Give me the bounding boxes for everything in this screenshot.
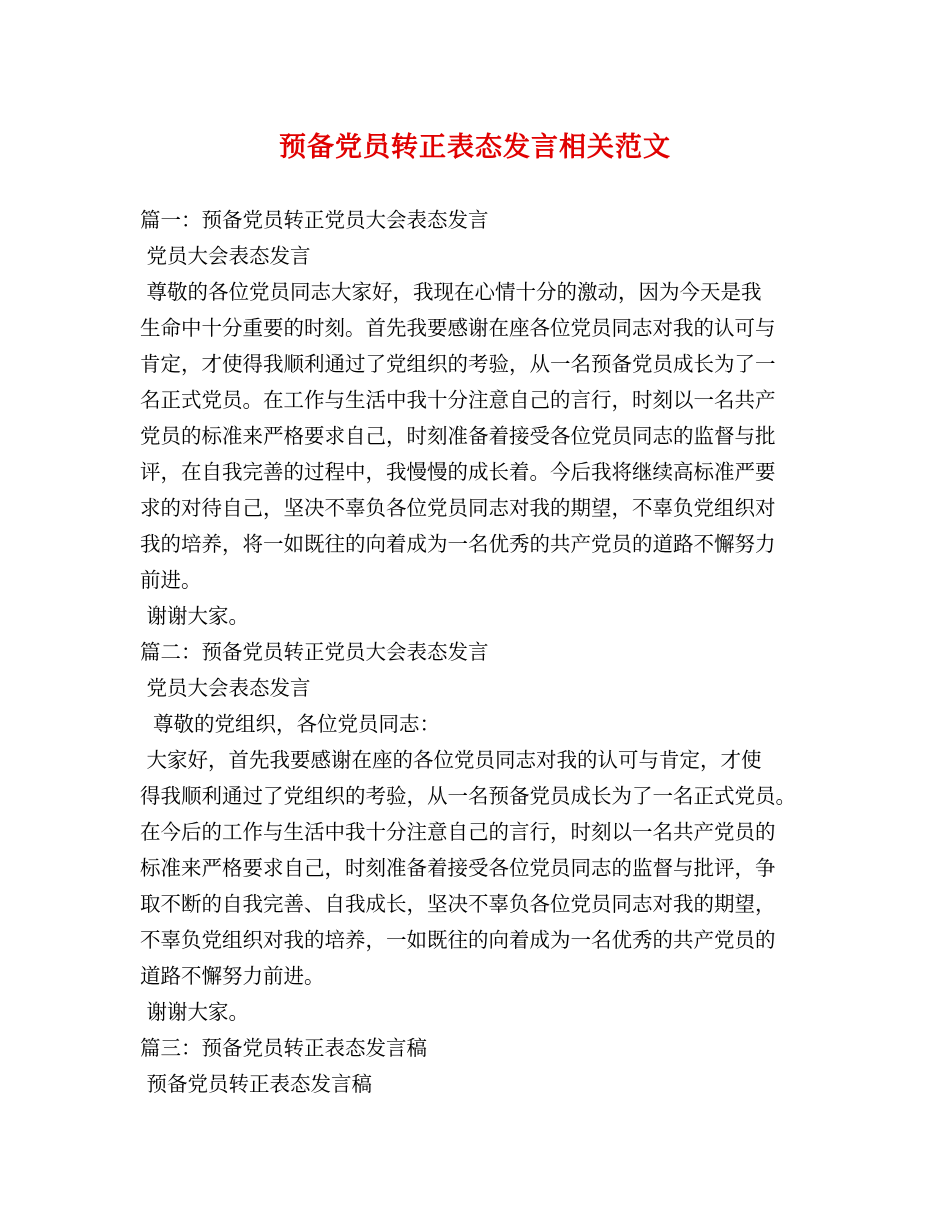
text-line: 预备党员转正表态发言稿 xyxy=(140,1072,373,1096)
text-line: 道路不懈努力前进。 xyxy=(140,964,325,988)
text-line: 评，在自我完善的过程中，我慢慢的成长着。今后我将继续高标准严要 xyxy=(140,460,776,484)
text-line: 标准来严格要求自己，时刻准备着接受各位党员同志的监督与批评，争 xyxy=(140,856,776,880)
text-line: 肯定，才使得我顺利通过了党组织的考验，从一名预备党员成长为了一 xyxy=(140,352,776,376)
text-line: 得我顺利通过了党组织的考验，从一名预备党员成长为了一名正式党员。 xyxy=(140,784,796,808)
text-line: 求的对待自己，坚决不辜负各位党员同志对我的期望，不辜负党组织对 xyxy=(140,496,776,520)
text-line: 取不断的自我完善、自我成长，坚决不辜负各位党员同志对我的期望， xyxy=(140,892,776,916)
text-line: 谢谢大家。 xyxy=(140,1000,250,1024)
document-title: 预备党员转正表态发言相关范文 xyxy=(279,132,671,163)
document-body xyxy=(140,202,830,1102)
text-line: 在今后的工作与生活中我十分注意自己的言行，时刻以一名共产党员的 xyxy=(140,820,776,844)
text-line: 生命中十分重要的时刻。首先我要感谢在座各位党员同志对我的认可与 xyxy=(140,316,776,340)
text-line: 名正式党员。在工作与生活中我十分注意自己的言行，时刻以一名共产 xyxy=(140,388,776,412)
text-line: 党员大会表态发言 xyxy=(140,244,311,268)
text-line: 不辜负党组织对我的培养，一如既往的向着成为一名优秀的共产党员的 xyxy=(140,928,776,952)
text-line: 我的培养，将一如既往的向着成为一名优秀的共产党员的道路不懈努力 xyxy=(140,532,776,556)
text-line: 篇二：预备党员转正党员大会表态发言 xyxy=(140,640,489,664)
text-line: 党员大会表态发言 xyxy=(140,676,311,700)
text-line: 尊敬的各位党员同志大家好，我现在心情十分的激动，因为今天是我 xyxy=(140,280,762,304)
text-line: 谢谢大家。 xyxy=(140,604,250,628)
text-line: 篇一：预备党员转正党员大会表态发言 xyxy=(140,208,489,232)
text-line: 篇三：预备党员转正表态发言稿 xyxy=(140,1036,427,1060)
text-line: 尊敬的党组织，各位党员同志： xyxy=(140,712,441,736)
text-line: 大家好，首先我要感谢在座的各位党员同志对我的认可与肯定，才使 xyxy=(140,748,762,772)
text-line: 前进。 xyxy=(140,568,202,592)
text-line: 党员的标准来严格要求自己，时刻准备着接受各位党员同志的监督与批 xyxy=(140,424,776,448)
